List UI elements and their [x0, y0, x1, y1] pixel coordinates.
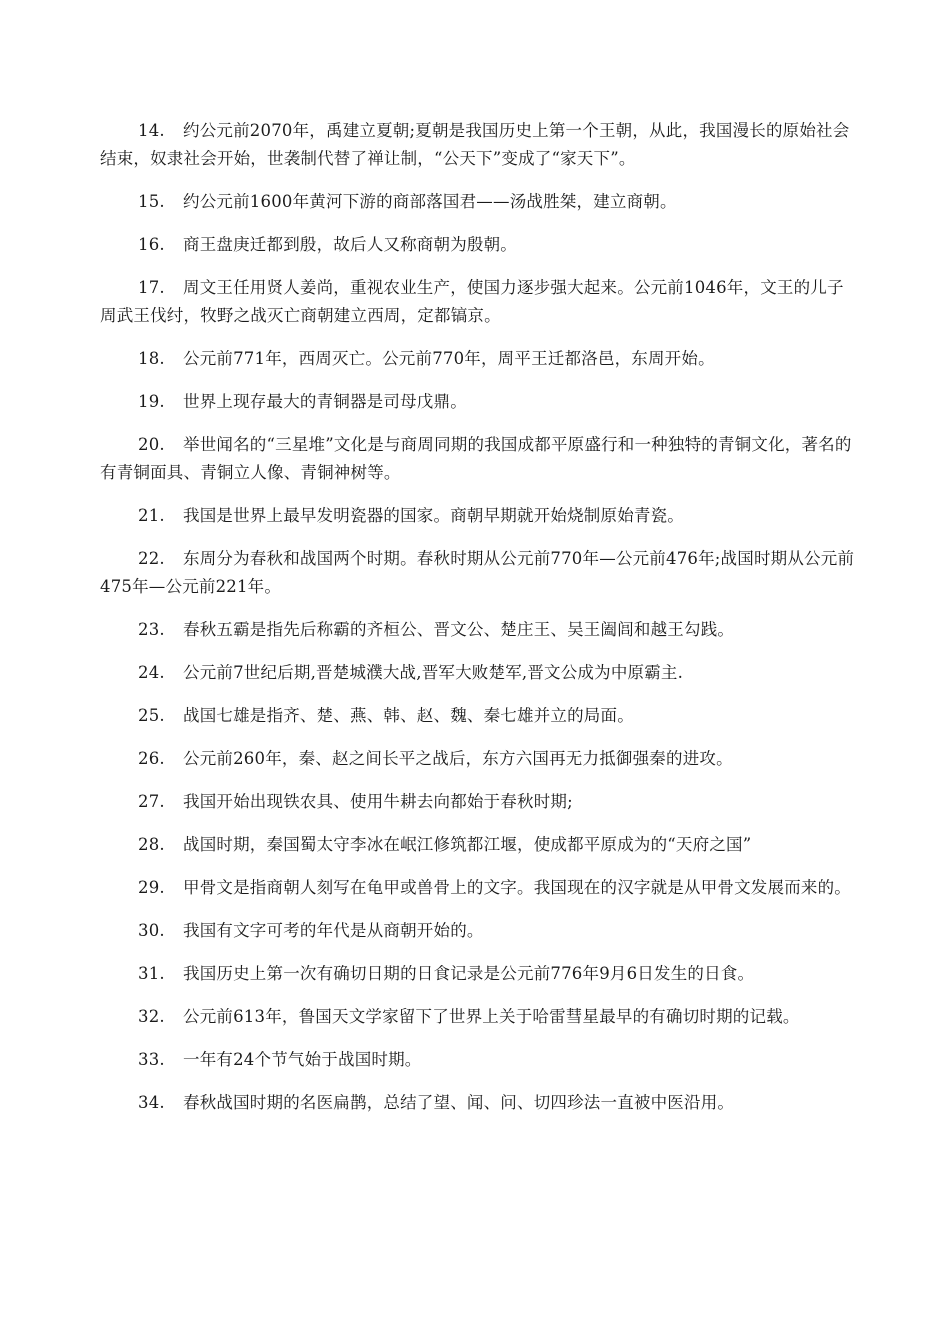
list-item	[100, 502, 860, 530]
item-number: 21.	[138, 506, 165, 525]
list-item	[100, 702, 860, 730]
list-item	[100, 545, 860, 601]
item-text: 我国是世界上最早发明瓷器的国家。商朝早期就开始烧制原始青瓷。	[183, 506, 684, 525]
list-item	[100, 388, 860, 416]
list-item	[100, 1046, 860, 1074]
item-number: 32.	[138, 1007, 165, 1026]
item-text: 公元前7世纪后期,晋楚城濮大战,晋军大败楚军,晋文公成为中原霸主.	[183, 663, 684, 682]
list-item	[100, 960, 860, 988]
item-number: 18.	[138, 349, 165, 368]
item-number: 34.	[138, 1093, 165, 1112]
list-item	[100, 117, 860, 173]
item-text: 约公元前1600年黄河下游的商部落国君——汤战胜桀，建立商朝。	[183, 192, 677, 211]
item-number: 20.	[138, 435, 165, 454]
list-item	[100, 231, 860, 259]
list-item	[100, 917, 860, 945]
list-item	[100, 188, 860, 216]
document-page	[100, 117, 860, 1132]
item-text: 我国有文字可考的年代是从商朝开始的。	[183, 921, 484, 940]
item-text: 东周分为春秋和战国两个时期。春秋时期从公元前770年—公元前476年;战国时期从公元前475年—公元前221年。	[100, 549, 855, 596]
item-number: 26.	[138, 749, 165, 768]
list-item	[100, 745, 860, 773]
list-item	[100, 874, 860, 902]
item-number: 19.	[138, 392, 165, 411]
item-number: 29.	[138, 878, 165, 897]
list-item	[100, 345, 860, 373]
item-number: 31.	[138, 964, 165, 983]
item-text: 周文王任用贤人姜尚，重视农业生产，使国力逐步强大起来。公元前1046年，文王的儿子周武王伐纣，牧野之战灭亡商朝建立西周，定都镐京。	[100, 278, 844, 325]
item-number: 15.	[138, 192, 165, 211]
list-item	[100, 274, 860, 330]
item-text: 春秋战国时期的名医扁鹊，总结了望、闻、问、切四珍法一直被中医沿用。	[183, 1093, 735, 1112]
item-text: 我国历史上第一次有确切日期的日食记录是公元前776年9月6日发生的日食。	[183, 964, 755, 983]
item-number: 17.	[138, 278, 165, 297]
item-text: 约公元前2070年，禹建立夏朝;夏朝是我国历史上第一个王朝，从此，我国漫长的原始社会结束，奴隶社会开始，世袭制代替了禅让制，“公天下”变成了“家天下”。	[100, 121, 850, 168]
list-item	[100, 431, 860, 487]
item-text: 举世闻名的“三星堆”文化是与商周同期的我国成都平原盛行和一种独特的青铜文化，著名的有青铜面具、青铜立人像、青铜神树等。	[100, 435, 852, 482]
list-item	[100, 1003, 860, 1031]
item-number: 24.	[138, 663, 165, 682]
item-text: 公元前613年，鲁国天文学家留下了世界上关于哈雷彗星最早的有确切时期的记载。	[183, 1007, 800, 1026]
item-text: 世界上现存最大的青铜器是司母戊鼎。	[183, 392, 467, 411]
item-number: 28.	[138, 835, 165, 854]
item-text: 公元前260年，秦、赵之间长平之战后，东方六国再无力抵御强秦的进攻。	[183, 749, 733, 768]
item-number: 25.	[138, 706, 165, 725]
item-number: 23.	[138, 620, 165, 639]
item-text: 公元前771年，西周灭亡。公元前770年，周平王迁都洛邑，东周开始。	[183, 349, 715, 368]
item-number: 33.	[138, 1050, 165, 1069]
list-item	[100, 831, 860, 859]
item-text: 我国开始出现铁农具、使用牛耕去向都始于春秋时期;	[183, 792, 573, 811]
item-number: 27.	[138, 792, 165, 811]
item-number: 14.	[138, 121, 165, 140]
item-number: 30.	[138, 921, 165, 940]
item-text: 战国七雄是指齐、楚、燕、韩、赵、魏、秦七雄并立的局面。	[183, 706, 634, 725]
item-text: 商王盘庚迁都到殷，故后人又称商朝为殷朝。	[183, 235, 517, 254]
item-number: 22.	[138, 549, 165, 568]
list-item	[100, 788, 860, 816]
item-text: 战国时期，秦国蜀太守李冰在岷江修筑都江堰，使成都平原成为的“天府之国”	[183, 835, 752, 854]
item-number: 16.	[138, 235, 165, 254]
list-item	[100, 616, 860, 644]
item-text: 一年有24个节气始于战国时期。	[183, 1050, 422, 1069]
list-item	[100, 659, 860, 687]
item-text: 春秋五霸是指先后称霸的齐桓公、晋文公、楚庄王、吴王阖闾和越王勾践。	[183, 620, 735, 639]
item-text: 甲骨文是指商朝人刻写在龟甲或兽骨上的文字。我国现在的汉字就是从甲骨文发展而来的。	[183, 878, 851, 897]
list-item	[100, 1089, 860, 1117]
